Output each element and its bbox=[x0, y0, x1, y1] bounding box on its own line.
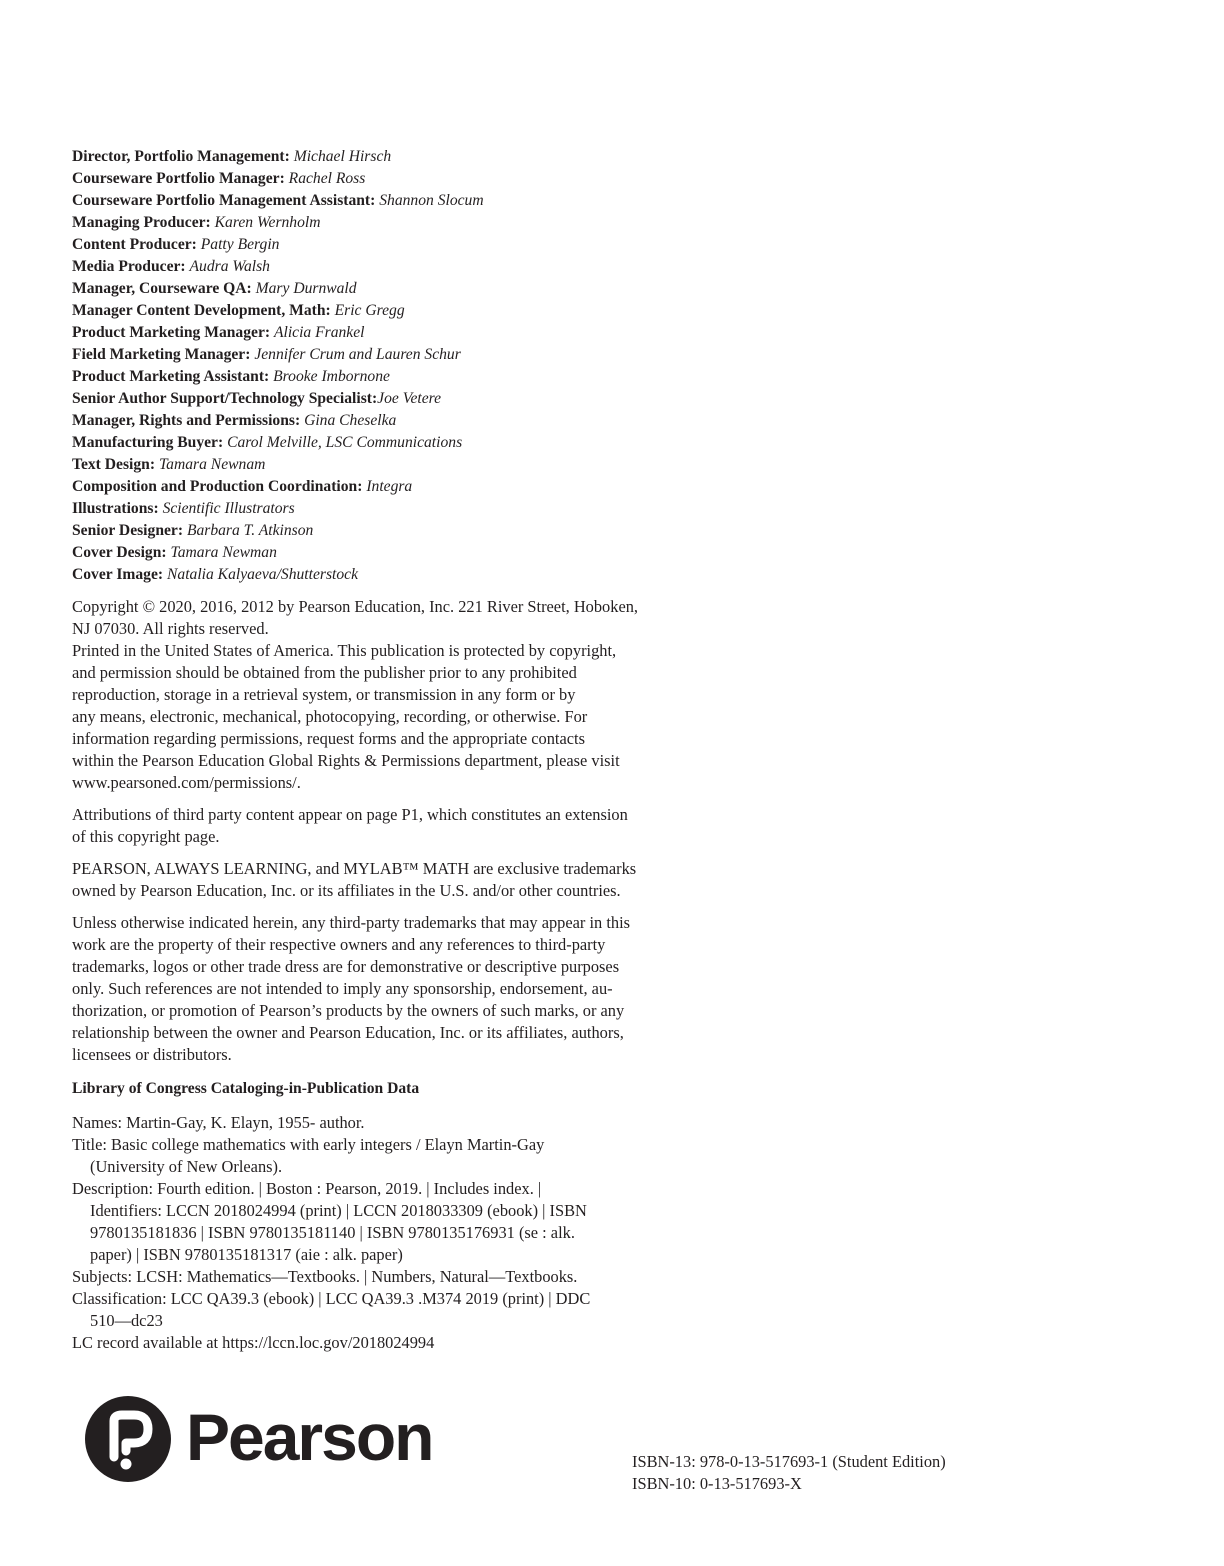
copyright-notice bbox=[72, 596, 772, 1066]
copyright-line: Printed in the United States of America. This publication is protected by copyright, bbox=[72, 641, 617, 660]
credit-role: Product Marketing Assistant: bbox=[72, 368, 270, 385]
credit-line bbox=[72, 388, 772, 410]
isbn-block bbox=[632, 1451, 946, 1495]
disclaimer-line: trademarks, logos or other trade dress are for demonstrative or descriptive purposes bbox=[72, 957, 620, 976]
credit-name: Audra Walsh bbox=[189, 258, 270, 275]
credit-role: Manager, Rights and Permissions: bbox=[72, 412, 301, 429]
credit-name: Eric Gregg bbox=[334, 302, 405, 319]
credit-line bbox=[72, 432, 772, 454]
credit-name: Alicia Frankel bbox=[273, 324, 365, 341]
cip-line: LC record available at https://lccn.loc.gov/2018024994 bbox=[72, 1333, 435, 1352]
credit-role: Product Marketing Manager: bbox=[72, 324, 271, 341]
cip-line: Description: Fourth edition. | Boston : Pearson, 2019. | Includes index. | bbox=[72, 1179, 542, 1198]
cip-line: (University of New Orleans). bbox=[90, 1157, 283, 1176]
credit-role: Director, Portfolio Management: bbox=[72, 148, 290, 165]
disclaimer-line: thorization, or promotion of Pearson’s products by the owners of such marks, or any bbox=[72, 1001, 625, 1020]
credit-name: Mary Durnwald bbox=[255, 280, 357, 297]
credit-name: Jennifer Crum and Lauren Schur bbox=[254, 346, 461, 363]
credit-line bbox=[72, 212, 772, 234]
credit-role: Cover Design: bbox=[72, 544, 167, 561]
credit-role: Courseware Portfolio Management Assistant: bbox=[72, 192, 376, 209]
credit-line bbox=[72, 300, 772, 322]
disclaimer-paragraph bbox=[72, 912, 772, 1066]
isbn-13: ISBN-13: 978-0-13-517693-1 (Student Edition) bbox=[632, 1452, 946, 1471]
cip-line: Title: Basic college mathematics with early integers / Elayn Martin-Gay bbox=[72, 1135, 545, 1154]
credit-name: Scientific Illustrators bbox=[162, 500, 295, 517]
attributions-line: Attributions of third party content appear on page P1, which constitutes an extension bbox=[72, 805, 628, 824]
trademarks-paragraph bbox=[72, 858, 772, 902]
credit-line bbox=[72, 542, 772, 564]
credit-line bbox=[72, 366, 772, 388]
credit-name: Joe Vetere bbox=[377, 390, 442, 407]
credit-line bbox=[72, 344, 772, 366]
credit-role: Courseware Portfolio Manager: bbox=[72, 170, 285, 187]
cip-heading: Library of Congress Cataloging-in-Publication Data bbox=[72, 1080, 420, 1097]
credit-line bbox=[72, 498, 772, 520]
credit-line bbox=[72, 146, 772, 168]
copyright-line: and permission should be obtained from the publisher prior to any prohibited bbox=[72, 663, 577, 682]
credit-name: Patty Bergin bbox=[200, 236, 280, 253]
credit-line bbox=[72, 520, 772, 542]
attributions-line: of this copyright page. bbox=[72, 827, 220, 846]
disclaimer-line: relationship between the owner and Pearson Education, Inc. or its affiliates, authors, bbox=[72, 1023, 624, 1042]
copyright-line: any means, electronic, mechanical, photocopying, recording, or otherwise. For bbox=[72, 707, 588, 726]
cip-line: paper) | ISBN 9780135181317 (aie : alk. paper) bbox=[90, 1245, 403, 1264]
credit-role: Senior Designer: bbox=[72, 522, 184, 539]
attributions-paragraph bbox=[72, 804, 772, 848]
pearson-p-logo-icon bbox=[84, 1395, 172, 1483]
trademarks-line: PEARSON, ALWAYS LEARNING, and MYLAB™ MATH are exclusive trademarks bbox=[72, 859, 637, 878]
credit-name: Shannon Slocum bbox=[379, 192, 484, 209]
copyright-line: www.pearsoned.com/permissions/. bbox=[72, 773, 301, 792]
credit-role: Manufacturing Buyer: bbox=[72, 434, 224, 451]
copyright-line: NJ 07030. All rights reserved. bbox=[72, 619, 269, 638]
disclaimer-line: licensees or distributors. bbox=[72, 1045, 232, 1064]
credit-line bbox=[72, 168, 772, 190]
copyright-line: within the Pearson Education Global Rights & Permissions department, please visit bbox=[72, 751, 620, 770]
isbn-10: ISBN-10: 0-13-517693-X bbox=[632, 1474, 802, 1493]
credit-line bbox=[72, 278, 772, 300]
copyright-page bbox=[72, 146, 772, 1354]
cip-line: Classification: LCC QA39.3 (ebook) | LCC QA39.3 .M374 2019 (print) | DDC bbox=[72, 1289, 591, 1308]
credit-line bbox=[72, 256, 772, 278]
copyright-line: reproduction, storage in a retrieval system, or transmission in any form or by bbox=[72, 685, 576, 704]
cip-line: Identifiers: LCCN 2018024994 (print) | LCCN 2018033309 (ebook) | ISBN bbox=[90, 1201, 587, 1220]
copyright-line: Copyright © 2020, 2016, 2012 by Pearson Education, Inc. 221 River Street, Hoboken, bbox=[72, 597, 639, 616]
credit-role: Cover Image: bbox=[72, 566, 164, 583]
copyright-line: information regarding permissions, request forms and the appropriate contacts bbox=[72, 729, 585, 748]
trademarks-line: owned by Pearson Education, Inc. or its affiliates in the U.S. and/or other countries. bbox=[72, 881, 621, 900]
pearson-wordmark: Pearson bbox=[186, 1400, 433, 1474]
credit-name: Barbara T. Atkinson bbox=[186, 522, 314, 539]
credit-name: Rachel Ross bbox=[288, 170, 366, 187]
credit-name: Gina Cheselka bbox=[304, 412, 397, 429]
credit-line bbox=[72, 322, 772, 344]
credit-line bbox=[72, 234, 772, 256]
credit-role: Manager, Courseware QA: bbox=[72, 280, 252, 297]
credit-name: Michael Hirsch bbox=[293, 148, 392, 165]
credit-role: Composition and Production Coordination: bbox=[72, 478, 363, 495]
credit-role: Manager Content Development, Math: bbox=[72, 302, 331, 319]
credit-name: Integra bbox=[366, 478, 413, 495]
credit-name: Tamara Newnam bbox=[158, 456, 266, 473]
credit-name: Brooke Imbornone bbox=[273, 368, 390, 385]
disclaimer-line: Unless otherwise indicated herein, any third-party trademarks that may appear in this bbox=[72, 913, 631, 932]
cip-line: 9780135181836 | ISBN 9780135181140 | ISBN 9780135176931 (se : alk. bbox=[90, 1223, 575, 1242]
credit-name: Carol Melville, LSC Communications bbox=[227, 434, 463, 451]
cip-line: 510—dc23 bbox=[90, 1311, 163, 1330]
credit-line bbox=[72, 410, 772, 432]
credits-list bbox=[72, 146, 772, 586]
pearson-logo bbox=[84, 1395, 433, 1485]
credit-role: Illustrations: bbox=[72, 500, 159, 517]
credit-line bbox=[72, 190, 772, 212]
credit-role: Senior Author Support/Technology Specialist: bbox=[72, 390, 378, 407]
cip-data bbox=[72, 1112, 772, 1354]
disclaimer-line: only. Such references are not intended to imply any sponsorship, endorsement, au- bbox=[72, 979, 613, 998]
cip-line: Subjects: LCSH: Mathematics—Textbooks. | Numbers, Natural—Textbooks. bbox=[72, 1267, 578, 1286]
credit-role: Field Marketing Manager: bbox=[72, 346, 251, 363]
cip-line: Names: Martin-Gay, K. Elayn, 1955- author. bbox=[72, 1113, 365, 1132]
credit-role: Media Producer: bbox=[72, 258, 186, 275]
credit-line bbox=[72, 564, 772, 586]
credit-role: Content Producer: bbox=[72, 236, 197, 253]
credit-name: Karen Wernholm bbox=[214, 214, 321, 231]
credit-line bbox=[72, 476, 772, 498]
credit-name: Natalia Kalyaeva/Shutterstock bbox=[167, 566, 358, 583]
credit-role: Text Design: bbox=[72, 456, 156, 473]
disclaimer-line: work are the property of their respective owners and any references to third-party bbox=[72, 935, 606, 954]
credit-name: Tamara Newman bbox=[170, 544, 277, 561]
credit-role: Managing Producer: bbox=[72, 214, 211, 231]
credit-line bbox=[72, 454, 772, 476]
